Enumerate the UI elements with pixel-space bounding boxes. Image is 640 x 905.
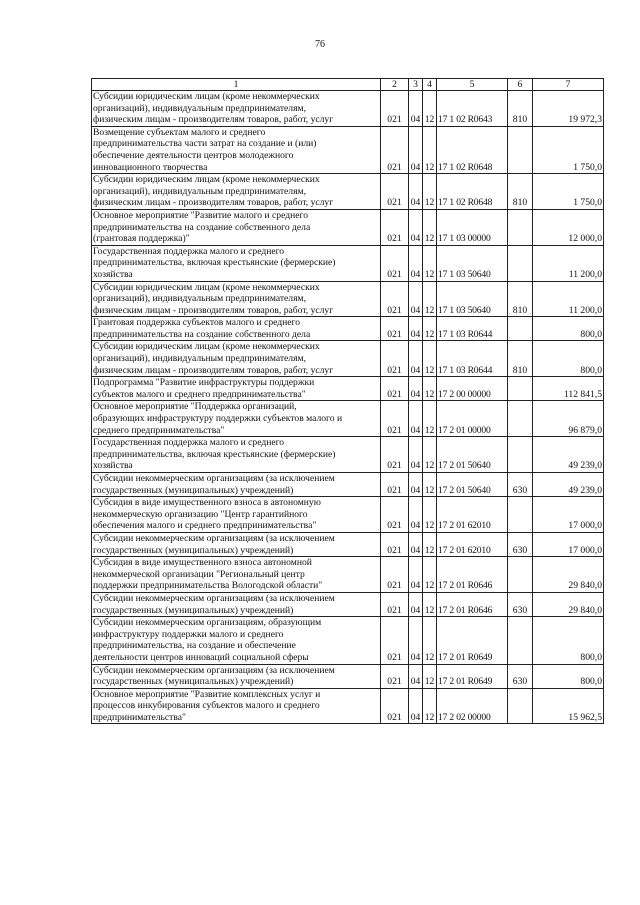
cell-section: 04: [409, 497, 423, 533]
cell-subsection: 12: [423, 688, 437, 724]
cell-subsection: 12: [423, 126, 437, 173]
cell-grbs-code: 021: [381, 664, 409, 688]
table-row: [92, 557, 604, 593]
cell-target-article: 17 1 03 50640: [437, 281, 508, 317]
cell-target-article: 17 2 00 00000: [437, 377, 508, 401]
cell-target-article: 17 1 02 R0648: [437, 174, 508, 210]
cell-target-article: 17 1 02 R0648: [437, 126, 508, 173]
cell-subsection: 12: [423, 341, 437, 377]
cell-grbs-code: 021: [381, 126, 409, 173]
cell-expense-type: [508, 209, 533, 245]
cell-expense-type: 630: [508, 532, 533, 556]
cell-amount: 800,0: [533, 664, 604, 688]
cell-grbs-code: 021: [381, 497, 409, 533]
cell-amount: 15 962,5: [533, 688, 604, 724]
cell-target-article: 17 1 03 50640: [437, 245, 508, 281]
cell-subsection: 12: [423, 617, 437, 664]
cell-section: 04: [409, 174, 423, 210]
cell-expense-type: [508, 401, 533, 437]
cell-target-article: 17 2 01 R0649: [437, 664, 508, 688]
cell-amount: 11 200,0: [533, 281, 604, 317]
cell-amount: 49 239,0: [533, 473, 604, 497]
cell-target-article: 17 2 02 00000: [437, 688, 508, 724]
cell-name: Субсидии юридическим лицам (кроме некоммерческих организаций), индивидуальным предпринимателям, физическим лицам - производителям товаров, работ, услуг: [92, 91, 381, 127]
cell-amount: 11 200,0: [533, 245, 604, 281]
cell-name: Субсидии некоммерческим организациям (за исключением государственных (муниципальных) учреждений): [92, 532, 381, 556]
cell-subsection: 12: [423, 664, 437, 688]
cell-section: 04: [409, 91, 423, 127]
cell-section: 04: [409, 437, 423, 473]
cell-name: Государственная поддержка малого и среднего предпринимательства, включая крестьянские (фермерские) хозяйства: [92, 245, 381, 281]
cell-amount: 800,0: [533, 317, 604, 341]
cell-name: Основное мероприятие "Поддержка организаций, образующих инфраструктуру поддержки субъектов малого и среднего предпринимательства": [92, 401, 381, 437]
cell-section: 04: [409, 532, 423, 556]
cell-section: 04: [409, 245, 423, 281]
table-body: [92, 79, 604, 724]
cell-name: Субсидии некоммерческим организациям (за исключением государственных (муниципальных) учреждений): [92, 592, 381, 616]
cell-grbs-code: 021: [381, 617, 409, 664]
cell-section: 04: [409, 401, 423, 437]
cell-grbs-code: 021: [381, 281, 409, 317]
cell-section: 04: [409, 688, 423, 724]
cell-section: 04: [409, 557, 423, 593]
cell-name: Субсидия в виде имущественного взноса автономной некоммерческой организации "Региональный центр поддержки предпринимательства Вологодской области": [92, 557, 381, 593]
cell-subsection: 12: [423, 532, 437, 556]
cell-grbs-code: 021: [381, 317, 409, 341]
cell-amount: 19 972,3: [533, 91, 604, 127]
cell-target-article: 17 2 01 R0646: [437, 557, 508, 593]
cell-expense-type: 810: [508, 91, 533, 127]
cell-grbs-code: 021: [381, 174, 409, 210]
cell-grbs-code: 021: [381, 532, 409, 556]
page-number: 76: [315, 39, 325, 50]
cell-amount: 29 840,0: [533, 557, 604, 593]
table-header-row: [92, 79, 604, 91]
cell-expense-type: 810: [508, 281, 533, 317]
cell-target-article: 17 2 01 62010: [437, 497, 508, 533]
cell-name: Субсидии юридическим лицам (кроме некоммерческих организаций), индивидуальным предпринимателям, физическим лицам - производителям товаров, работ, услуг: [92, 174, 381, 210]
cell-expense-type: [508, 497, 533, 533]
cell-expense-type: [508, 557, 533, 593]
cell-expense-type: 630: [508, 473, 533, 497]
cell-section: 04: [409, 664, 423, 688]
cell-grbs-code: 021: [381, 688, 409, 724]
header-cell: 7: [533, 79, 604, 91]
cell-name: Субсидии некоммерческим организациям (за исключением государственных (муниципальных) учреждений): [92, 473, 381, 497]
cell-subsection: 12: [423, 174, 437, 210]
cell-section: 04: [409, 281, 423, 317]
cell-name: Субсидии юридическим лицам (кроме некоммерческих организаций), индивидуальным предпринимателям, физическим лицам - производителям товаров, работ, услуг: [92, 341, 381, 377]
cell-name: Субсидии юридическим лицам (кроме некоммерческих организаций), индивидуальным предпринимателям, физическим лицам - производителям товаров, работ, услуг: [92, 281, 381, 317]
cell-section: 04: [409, 617, 423, 664]
table-row: [92, 91, 604, 127]
cell-subsection: 12: [423, 91, 437, 127]
cell-name: Государственная поддержка малого и среднего предпринимательства, включая крестьянские (фермерские) хозяйства: [92, 437, 381, 473]
table-row: [92, 126, 604, 173]
table-row: [92, 497, 604, 533]
cell-grbs-code: 021: [381, 401, 409, 437]
cell-subsection: 12: [423, 401, 437, 437]
table-row: [92, 317, 604, 341]
cell-subsection: 12: [423, 557, 437, 593]
cell-target-article: 17 1 03 R0644: [437, 341, 508, 377]
cell-subsection: 12: [423, 497, 437, 533]
cell-expense-type: 810: [508, 341, 533, 377]
table-row: [92, 592, 604, 616]
cell-expense-type: [508, 617, 533, 664]
cell-grbs-code: 021: [381, 557, 409, 593]
cell-name: Грантовая поддержка субъектов малого и среднего предпринимательства на создание собственного дела: [92, 317, 381, 341]
cell-target-article: 17 1 03 00000: [437, 209, 508, 245]
table-row: [92, 281, 604, 317]
cell-amount: 17 000,0: [533, 532, 604, 556]
cell-subsection: 12: [423, 281, 437, 317]
header-cell: 1: [92, 79, 381, 91]
table-row: [92, 377, 604, 401]
cell-grbs-code: 021: [381, 377, 409, 401]
cell-subsection: 12: [423, 437, 437, 473]
table-row: [92, 688, 604, 724]
cell-subsection: 12: [423, 377, 437, 401]
cell-expense-type: 630: [508, 592, 533, 616]
cell-name: Подпрограмма "Развитие инфраструктуры поддержки субъектов малого и среднего предпринимательства": [92, 377, 381, 401]
cell-expense-type: [508, 126, 533, 173]
table-row: [92, 664, 604, 688]
cell-name: Субсидии некоммерческим организациям (за исключением государственных (муниципальных) учреждений): [92, 664, 381, 688]
table-row: [92, 437, 604, 473]
cell-grbs-code: 021: [381, 91, 409, 127]
cell-subsection: 12: [423, 209, 437, 245]
header-cell: 4: [423, 79, 437, 91]
cell-amount: 12 000,0: [533, 209, 604, 245]
cell-grbs-code: 021: [381, 245, 409, 281]
cell-grbs-code: 021: [381, 592, 409, 616]
table-row: [92, 532, 604, 556]
header-cell: 2: [381, 79, 409, 91]
cell-target-article: 17 2 01 R0649: [437, 617, 508, 664]
cell-name: Субсидия в виде имущественного взноса в автономную некоммерческую организацию "Центр гарантийного обеспечения малого и среднего предпринимательства": [92, 497, 381, 533]
cell-section: 04: [409, 317, 423, 341]
table-row: [92, 401, 604, 437]
cell-expense-type: [508, 317, 533, 341]
cell-subsection: 12: [423, 317, 437, 341]
cell-name: Основное мероприятие "Развитие комплексных услуг и процессов инкубирования субъектов малого и среднего предпринимательства": [92, 688, 381, 724]
cell-target-article: 17 2 01 00000: [437, 401, 508, 437]
table-row: [92, 174, 604, 210]
cell-amount: 112 841,5: [533, 377, 604, 401]
cell-expense-type: [508, 245, 533, 281]
cell-target-article: 17 2 01 50640: [437, 437, 508, 473]
cell-amount: 49 239,0: [533, 437, 604, 473]
cell-amount: 800,0: [533, 617, 604, 664]
cell-name: Субсидии некоммерческим организациям, образующим инфраструктуру поддержки малого и среднего предпринимательства, на создание и обеспечение деятельности центров инноваций социальной сферы: [92, 617, 381, 664]
table-row: [92, 617, 604, 664]
cell-target-article: 17 1 03 R0644: [437, 317, 508, 341]
cell-section: 04: [409, 209, 423, 245]
cell-subsection: 12: [423, 245, 437, 281]
cell-grbs-code: 021: [381, 341, 409, 377]
cell-target-article: 17 2 01 R0646: [437, 592, 508, 616]
budget-table: [91, 78, 604, 724]
cell-grbs-code: 021: [381, 209, 409, 245]
cell-amount: 29 840,0: [533, 592, 604, 616]
header-cell: 5: [437, 79, 508, 91]
cell-name: Основное мероприятие "Развитие малого и среднего предпринимательства на создание собственного дела (грантовая поддержка)": [92, 209, 381, 245]
cell-grbs-code: 021: [381, 473, 409, 497]
cell-amount: 1 750,0: [533, 174, 604, 210]
table-row: [92, 341, 604, 377]
cell-expense-type: 630: [508, 664, 533, 688]
header-cell: 3: [409, 79, 423, 91]
table-row: [92, 209, 604, 245]
cell-subsection: 12: [423, 473, 437, 497]
cell-expense-type: [508, 377, 533, 401]
cell-section: 04: [409, 341, 423, 377]
cell-amount: 96 879,0: [533, 401, 604, 437]
cell-section: 04: [409, 377, 423, 401]
cell-name: Возмещение субъектам малого и среднего предпринимательства части затрат на создание и (или) обеспечение деятельности центров молодежного инновационного творчества: [92, 126, 381, 173]
cell-section: 04: [409, 126, 423, 173]
cell-target-article: 17 2 01 62010: [437, 532, 508, 556]
cell-amount: 800,0: [533, 341, 604, 377]
cell-target-article: 17 1 02 R0643: [437, 91, 508, 127]
cell-amount: 17 000,0: [533, 497, 604, 533]
table-row: [92, 245, 604, 281]
cell-subsection: 12: [423, 592, 437, 616]
table-row: [92, 473, 604, 497]
cell-expense-type: [508, 688, 533, 724]
cell-amount: 1 750,0: [533, 126, 604, 173]
cell-section: 04: [409, 592, 423, 616]
header-cell: 6: [508, 79, 533, 91]
cell-grbs-code: 021: [381, 437, 409, 473]
cell-target-article: 17 2 01 50640: [437, 473, 508, 497]
cell-section: 04: [409, 473, 423, 497]
cell-expense-type: 810: [508, 174, 533, 210]
cell-expense-type: [508, 437, 533, 473]
